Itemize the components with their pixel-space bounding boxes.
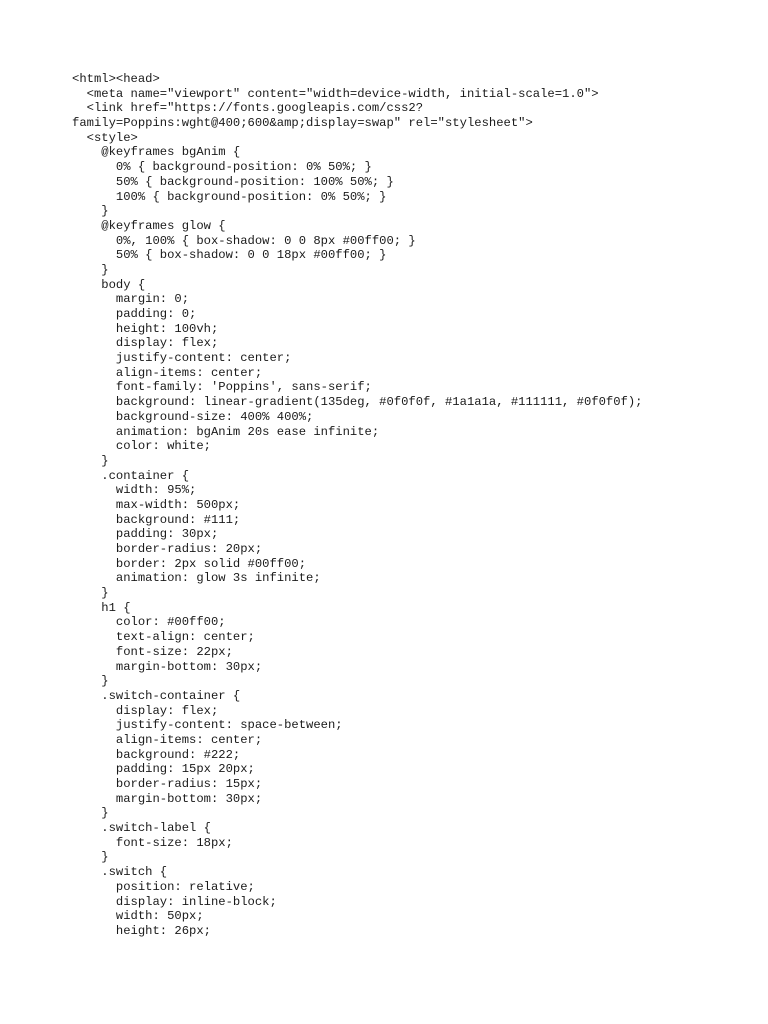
code-line: padding: 0; — [72, 307, 197, 321]
code-line: color: white; — [72, 439, 211, 454]
code-line: width: 95%; — [72, 483, 197, 498]
code-listing — [72, 72, 642, 939]
code-line: background: #222; — [72, 747, 241, 762]
code-line: 0%, 100% { box-shadow: 0 0 8px #00ff00; } — [72, 233, 416, 248]
code-line: } — [72, 453, 109, 468]
code-line: display: inline-block; — [72, 894, 277, 909]
code-line: border-radius: 15px; — [72, 777, 263, 791]
code-line: background: #111; — [72, 512, 241, 527]
code-line: max-width: 500px; — [72, 497, 241, 512]
code-line: background-size: 400% 400%; — [72, 409, 314, 424]
code-line: <html><head> — [72, 72, 160, 86]
code-line: height: 26px; — [72, 923, 211, 938]
code-line: 50% { background-position: 100% 50%; } — [72, 174, 394, 189]
code-line: } — [72, 586, 109, 601]
code-line: display: flex; — [72, 703, 219, 718]
code-line: margin-bottom: 30px; — [72, 791, 263, 806]
code-line: background: linear-gradient(135deg, #0f0f0f, #1a1a1a, #111111, #0f0f0f); — [72, 395, 643, 410]
code-line: width: 50px; — [72, 909, 204, 924]
code-line: h1 { — [72, 600, 131, 615]
code-line: family=Poppins:wght@400;600&amp;display=swap" rel="stylesheet"> — [72, 116, 533, 131]
code-line: body { — [72, 277, 146, 292]
code-line: padding: 15px 20px; — [72, 762, 255, 777]
code-line: } — [72, 850, 109, 865]
code-line: font-size: 22px; — [72, 644, 233, 659]
code-line: position: relative; — [72, 879, 255, 894]
code-line: display: flex; — [72, 336, 219, 351]
code-line: justify-content: space-between; — [72, 718, 343, 733]
code-line: animation: bgAnim 20s ease infinite; — [72, 424, 380, 439]
code-line: padding: 30px; — [72, 527, 219, 542]
code-line: border: 2px solid #00ff00; — [72, 556, 307, 571]
code-line: } — [72, 674, 109, 689]
code-line: color: #00ff00; — [72, 615, 226, 630]
code-line: margin: 0; — [72, 292, 190, 307]
code-line: justify-content: center; — [72, 351, 292, 366]
code-line: align-items: center; — [72, 732, 263, 747]
code-line: <style> — [72, 130, 138, 145]
code-line: 100% { background-position: 0% 50%; } — [72, 189, 387, 204]
code-line: } — [72, 806, 109, 821]
code-line: @keyframes glow { — [72, 218, 226, 233]
code-line: font-family: 'Poppins', sans-serif; — [72, 380, 372, 395]
code-line: text-align: center; — [72, 630, 255, 645]
code-line: 50% { box-shadow: 0 0 18px #00ff00; } — [72, 248, 387, 263]
code-line: font-size: 18px; — [72, 835, 233, 850]
code-line: animation: glow 3s infinite; — [72, 571, 321, 586]
code-line: .container { — [72, 468, 190, 483]
code-line: } — [72, 204, 109, 219]
code-line: margin-bottom: 30px; — [72, 659, 263, 674]
code-line: align-items: center; — [72, 365, 263, 380]
code-line: } — [72, 262, 109, 277]
code-line: @keyframes bgAnim { — [72, 145, 241, 160]
code-line: .switch-label { — [72, 821, 211, 836]
code-line: .switch-container { — [72, 688, 241, 703]
code-line: <meta name="viewport" content="width=device-width, initial-scale=1.0"> — [72, 86, 599, 101]
code-line: border-radius: 20px; — [72, 542, 263, 556]
code-line: <link href="https://fonts.googleapis.com/css2? — [72, 101, 424, 116]
code-line: .switch { — [72, 865, 168, 880]
code-line: 0% { background-position: 0% 50%; } — [72, 160, 372, 175]
code-line: height: 100vh; — [72, 321, 219, 336]
